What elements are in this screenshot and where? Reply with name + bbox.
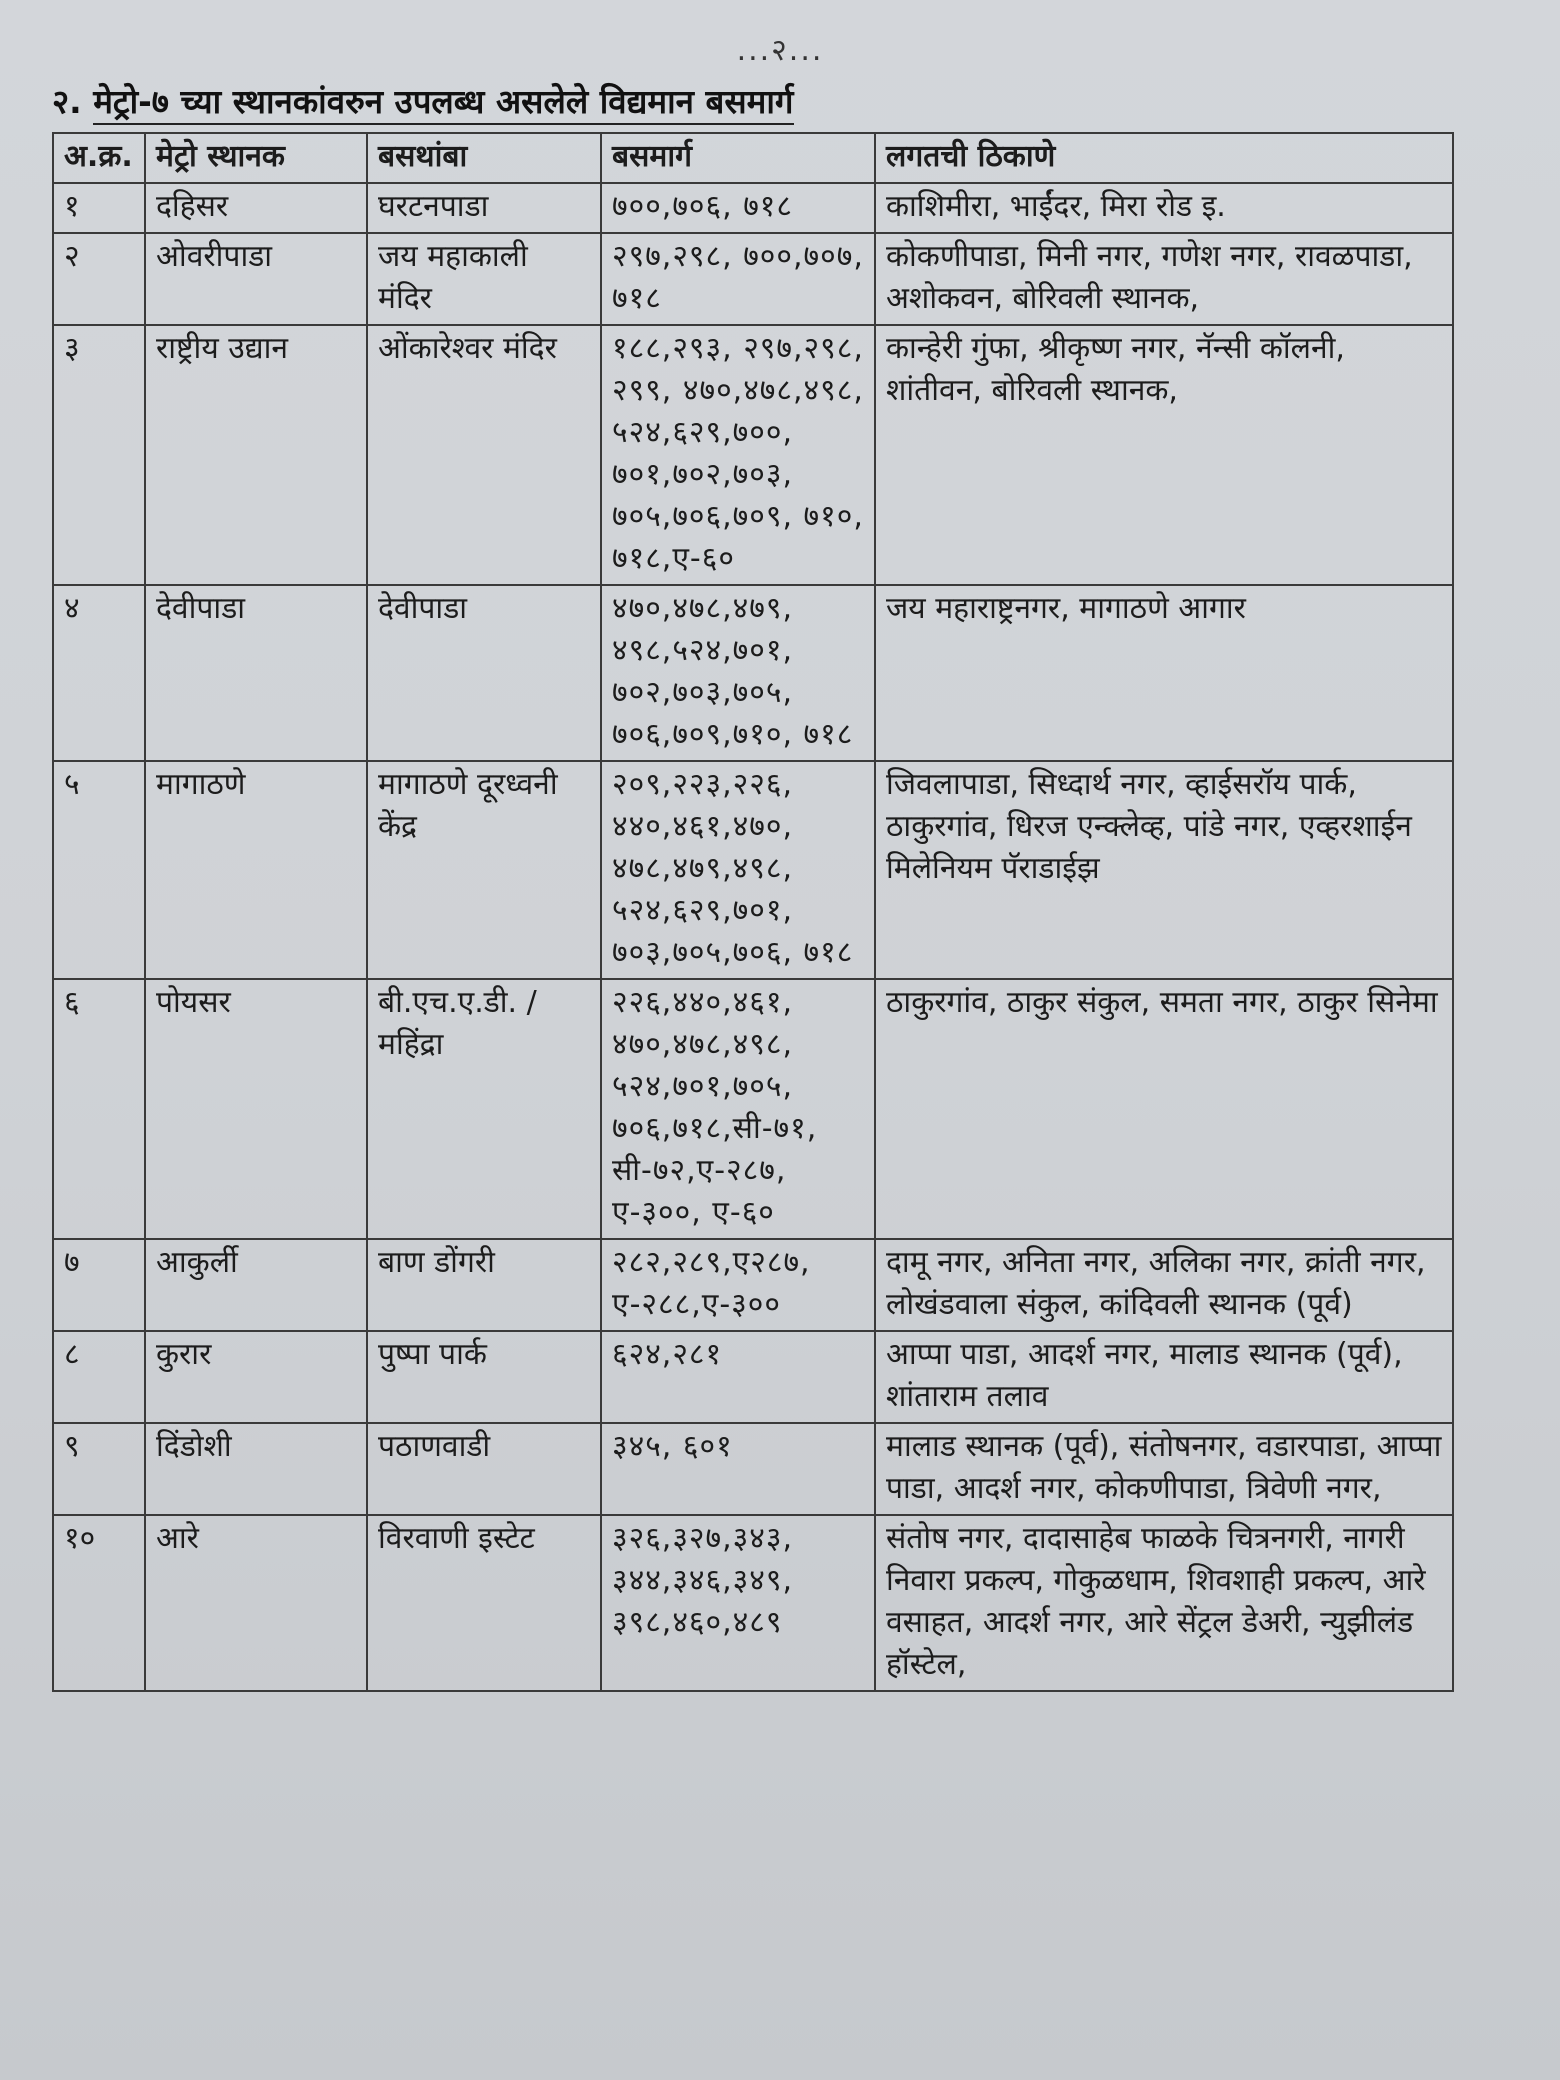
- cell-serial-number: ४: [53, 585, 145, 761]
- header-nearby-places: लगतची ठिकाणे: [875, 133, 1453, 183]
- cell-metro-station: राष्ट्रीय उद्यान: [145, 325, 367, 585]
- cell-metro-station: दिंडोशी: [145, 1423, 367, 1515]
- cell-bus-stop: बाण डोंगरी: [367, 1239, 601, 1331]
- table-header-row: [53, 133, 1453, 183]
- cell-nearby-places: आप्पा पाडा, आदर्श नगर, मालाड स्थानक (पूर्व), शांताराम तलाव: [875, 1331, 1453, 1423]
- cell-bus-stop: ओंकारेश्वर मंदिर: [367, 325, 601, 585]
- cell-bus-stop: जय महाकाली मंदिर: [367, 233, 601, 325]
- cell-bus-stop: विरवाणी इस्टेट: [367, 1515, 601, 1691]
- table-row: [53, 585, 1453, 761]
- table-body: [53, 183, 1453, 1691]
- cell-bus-routes: २०९,२२३,२२६, ४४०,४६१,४७०, ४७८,४७९,४९८, ५२४,६२९,७०१, ७०३,७०५,७०६, ७१८: [601, 761, 875, 979]
- cell-metro-station: आरे: [145, 1515, 367, 1691]
- cell-nearby-places: जय महाराष्ट्रनगर, मागाठणे आगार: [875, 585, 1453, 761]
- cell-bus-routes: २९७,२९८, ७००,७०७, ७१८: [601, 233, 875, 325]
- header-bus-stop: बसथांबा: [367, 133, 601, 183]
- table-row: [53, 1515, 1453, 1691]
- cell-serial-number: ३: [53, 325, 145, 585]
- cell-bus-routes: २८२,२८९,ए२८७, ए-२८८,ए-३००: [601, 1239, 875, 1331]
- cell-nearby-places: मालाड स्थानक (पूर्व), संतोषनगर, वडारपाडा, आप्पा पाडा, आदर्श नगर, कोकणीपाडा, त्रिवेणी नगर,: [875, 1423, 1453, 1515]
- section-number: २.: [52, 82, 82, 121]
- bus-routes-table: [52, 132, 1454, 1692]
- cell-bus-stop: घरटनपाडा: [367, 183, 601, 233]
- cell-metro-station: दहिसर: [145, 183, 367, 233]
- cell-metro-station: कुरार: [145, 1331, 367, 1423]
- table-row: [53, 325, 1453, 585]
- cell-bus-routes: ३२६,३२७,३४३, ३४४,३४६,३४९, ३९८,४६०,४८९: [601, 1515, 875, 1691]
- cell-metro-station: मागाठणे: [145, 761, 367, 979]
- cell-metro-station: आकुर्ली: [145, 1239, 367, 1331]
- cell-metro-station: पोयसर: [145, 979, 367, 1239]
- table-row: [53, 1331, 1453, 1423]
- cell-nearby-places: कान्हेरी गुंफा, श्रीकृष्ण नगर, नॅन्सी कॉलनी, शांतीवन, बोरिवली स्थानक,: [875, 325, 1453, 585]
- cell-nearby-places: ठाकुरगांव, ठाकुर संकुल, समता नगर, ठाकुर सिनेमा: [875, 979, 1453, 1239]
- cell-serial-number: ८: [53, 1331, 145, 1423]
- cell-nearby-places: जिवलापाडा, सिध्दार्थ नगर, व्हाईसरॉय पार्क, ठाकुरगांव, धिरज एन्क्लेव्ह, पांडे नगर, एव्हरशाईन मिलेनियम पॅराडाईझ: [875, 761, 1453, 979]
- table-row: [53, 183, 1453, 233]
- header-bus-routes: बसमार्ग: [601, 133, 875, 183]
- table-row: [53, 1423, 1453, 1515]
- page-number: ...२...: [736, 33, 824, 68]
- cell-metro-station: ओवरीपाडा: [145, 233, 367, 325]
- cell-nearby-places: कोकणीपाडा, मिनी नगर, गणेश नगर, रावळपाडा, अशोकवन, बोरिवली स्थानक,: [875, 233, 1453, 325]
- cell-bus-routes: ३४५, ६०१: [601, 1423, 875, 1515]
- cell-nearby-places: संतोष नगर, दादासाहेब फाळके चित्रनगरी, नागरी निवारा प्रकल्प, गोकुळधाम, शिवशाही प्रकल्प, आरे वसाहत, आदर्श नगर, आरे सेंट्रल डेअरी, न्युझीलंड हॉस्टेल,: [875, 1515, 1453, 1691]
- cell-nearby-places: दामू नगर, अनिता नगर, अलिका नगर, क्रांती नगर, लोखंडवाला संकुल, कांदिवली स्थानक (पूर्व): [875, 1239, 1453, 1331]
- cell-serial-number: ५: [53, 761, 145, 979]
- header-metro-station: मेट्रो स्थानक: [145, 133, 367, 183]
- cell-bus-stop: बी.एच.ए.डी. / महिंद्रा: [367, 979, 601, 1239]
- cell-serial-number: ७: [53, 1239, 145, 1331]
- cell-bus-routes: ६२४,२८१: [601, 1331, 875, 1423]
- section-title: मेट्रो-७ च्या स्थानकांवरुन उपलब्ध असलेले विद्यमान बसमार्ग: [93, 82, 793, 125]
- table-row: [53, 233, 1453, 325]
- cell-bus-stop: पठाणवाडी: [367, 1423, 601, 1515]
- cell-serial-number: ९: [53, 1423, 145, 1515]
- cell-bus-routes: १८८,२९३, २९७,२९८, २९९, ४७०,४७८,४९८, ५२४,६२९,७००, ७०१,७०२,७०३, ७०५,७०६,७०९, ७१०, ७१८,ए-६०: [601, 325, 875, 585]
- cell-serial-number: १०: [53, 1515, 145, 1691]
- table-row: [53, 979, 1453, 1239]
- cell-serial-number: २: [53, 233, 145, 325]
- table-row: [53, 761, 1453, 979]
- cell-bus-stop: देवीपाडा: [367, 585, 601, 761]
- cell-metro-station: देवीपाडा: [145, 585, 367, 761]
- header-serial-number: अ.क्र.: [53, 133, 145, 183]
- section-heading: [52, 78, 794, 123]
- cell-serial-number: ६: [53, 979, 145, 1239]
- cell-bus-stop: पुष्पा पार्क: [367, 1331, 601, 1423]
- cell-bus-stop: मागाठणे दूरध्वनी केंद्र: [367, 761, 601, 979]
- cell-serial-number: १: [53, 183, 145, 233]
- cell-bus-routes: ४७०,४७८,४७९, ४९८,५२४,७०१, ७०२,७०३,७०५, ७०६,७०९,७१०, ७१८: [601, 585, 875, 761]
- cell-bus-routes: ७००,७०६, ७१८: [601, 183, 875, 233]
- cell-bus-routes: २२६,४४०,४६१, ४७०,४७८,४९८, ५२४,७०१,७०५, ७०६,७१८,सी-७१, सी-७२,ए-२८७, ए-३००, ए-६०: [601, 979, 875, 1239]
- table-row: [53, 1239, 1453, 1331]
- cell-nearby-places: काशिमीरा, भाईंदर, मिरा रोड इ.: [875, 183, 1453, 233]
